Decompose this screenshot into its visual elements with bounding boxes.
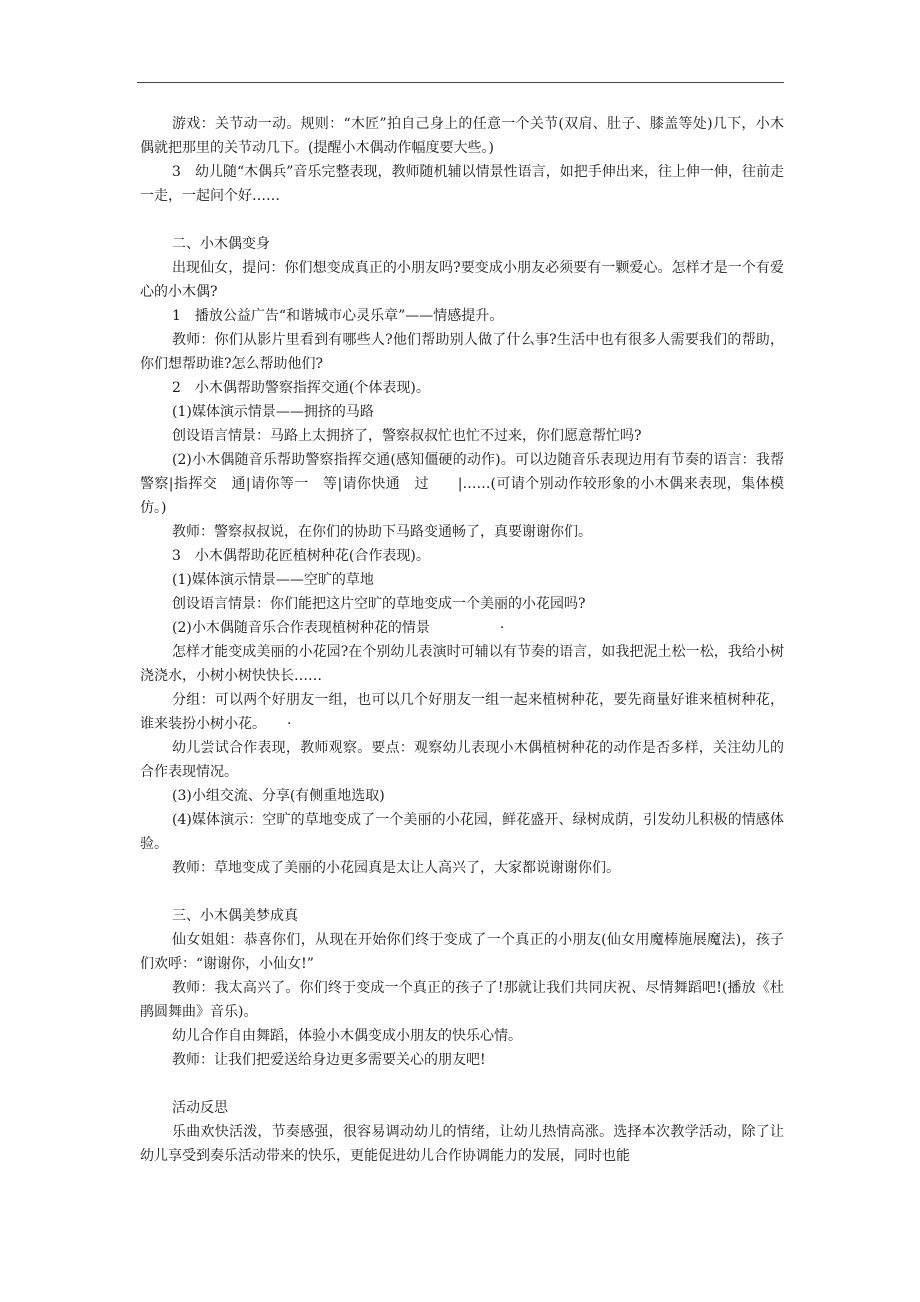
section-heading: 活动反思	[172, 1100, 228, 1116]
paragraph: 乐曲欢快活泼，节奏感强，很容易调动幼儿的情绪，让幼儿热情高涨。选择本次教学活动，除了让幼儿享受到奏乐活动带来的快乐，更能促进幼儿合作协调能力的发展，同时也能	[140, 1124, 784, 1164]
header-rule	[137, 82, 784, 83]
paragraph: 仙女姐姐：恭喜你们，从现在开始你们终于变成了一个真正的小朋友(仙女用魔棒施展魔法)，孩子们欢呼：“谢谢你，小仙女!”	[140, 932, 784, 972]
paragraph: (1)媒体演示情景——拥挤的马路	[172, 404, 374, 420]
paragraph-gap	[140, 1072, 784, 1096]
section-heading: 三、小木偶美梦成真	[172, 908, 298, 924]
paragraph: 教师：警察叔叔说，在你们的协助下马路变通畅了，真要谢谢你们。	[172, 524, 592, 540]
paragraph: 教师：我太高兴了。你们终于变成一个真正的孩子了!那就让我们共同庆祝、尽情舞蹈吧!(播放《杜鹃圆舞曲》音乐)。	[140, 980, 784, 1020]
paragraph: 教师：让我们把爱送给身边更多需要关心的朋友吧!	[172, 1052, 486, 1068]
paragraph: 怎样才能变成美丽的小花园?在个别幼儿表演时可辅以有节奏的语言，如我把泥土松一松，我给小树浇浇水，小树小树快快长……	[140, 644, 784, 684]
document-body	[140, 112, 798, 1168]
paragraph-gap	[140, 880, 784, 904]
paragraph: (1)媒体演示情景——空旷的草地	[172, 572, 374, 588]
paragraph: 3 幼儿随“木偶兵”音乐完整表现，教师随机辅以情景性语言，如把手伸出来，往上伸一伸，往前走一走，一起问个好……	[140, 164, 784, 204]
paragraph-gap	[140, 208, 784, 232]
paragraph: 创设语言情景：你们能把这片空旷的草地变成一个美丽的小花园吗?	[172, 596, 586, 612]
paragraph: 分组：可以两个好朋友一组，也可以几个好朋友一组一起来植树种花，要先商量好谁来植树种花，谁来装扮小树小花。 ·	[140, 692, 784, 732]
paragraph: 教师：草地变成了美丽的小花园真是太让人高兴了，大家都说谢谢你们。	[172, 860, 620, 876]
paragraph: (4)媒体演示：空旷的草地变成了一个美丽的小花园，鲜花盛开、绿树成荫，引发幼儿积极的情感体验。	[140, 812, 784, 852]
paragraph: (2)小木偶随音乐帮助警察指挥交通(感知僵硬的动作)。可以边随音乐表现边用有节奏的语言：我帮 警察|指挥交 通|请你等一 等|请你快通 过 |……(可请个别动作较形象的小木偶来表现，集体模仿。)	[140, 452, 798, 516]
paragraph: 幼儿合作自由舞蹈，体验小木偶变成小朋友的快乐心情。	[172, 1028, 522, 1044]
paragraph: 幼儿尝试合作表现，教师观察。要点：观察幼儿表现小木偶植树种花的动作是否多样，关注幼儿的合作表现情况。	[140, 740, 784, 780]
paragraph: (2)小木偶随音乐合作表现植树种花的情景 ·	[172, 620, 505, 636]
paragraph: 1 播放公益广告“和谐城市心灵乐章”——情感提升。	[172, 308, 504, 324]
paragraph: 游戏：关节动一动。规则：“木匠”拍自己身上的任意一个关节(双肩、肚子、膝盖等处)几下，小木偶就把那里的关节动几下。(提醒小木偶动作幅度要大些。)	[140, 116, 784, 156]
paragraph: 教师：你们从影片里看到有哪些人?他们帮助别人做了什么事?生活中也有很多人需要我们的帮助，你们想帮助谁?怎么帮助他们?	[140, 332, 784, 372]
paragraph: 3 小木偶帮助花匠植树种花(合作表现)。	[172, 548, 430, 564]
paragraph: 创设语言情景：马路上太拥挤了，警察叔叔忙也忙不过来，你们愿意帮忙吗?	[172, 428, 642, 444]
paragraph: 出现仙女，提问：你们想变成真正的小朋友吗?要变成小朋友必须要有一颗爱心。怎样才是一个有爱心的小木偶?	[140, 260, 784, 300]
paragraph: 2 小木偶帮助警察指挥交通(个体表现)。	[172, 380, 430, 396]
section-heading: 二、小木偶变身	[172, 236, 270, 252]
paragraph: (3)小组交流、分享(有侧重地选取)	[172, 788, 385, 804]
